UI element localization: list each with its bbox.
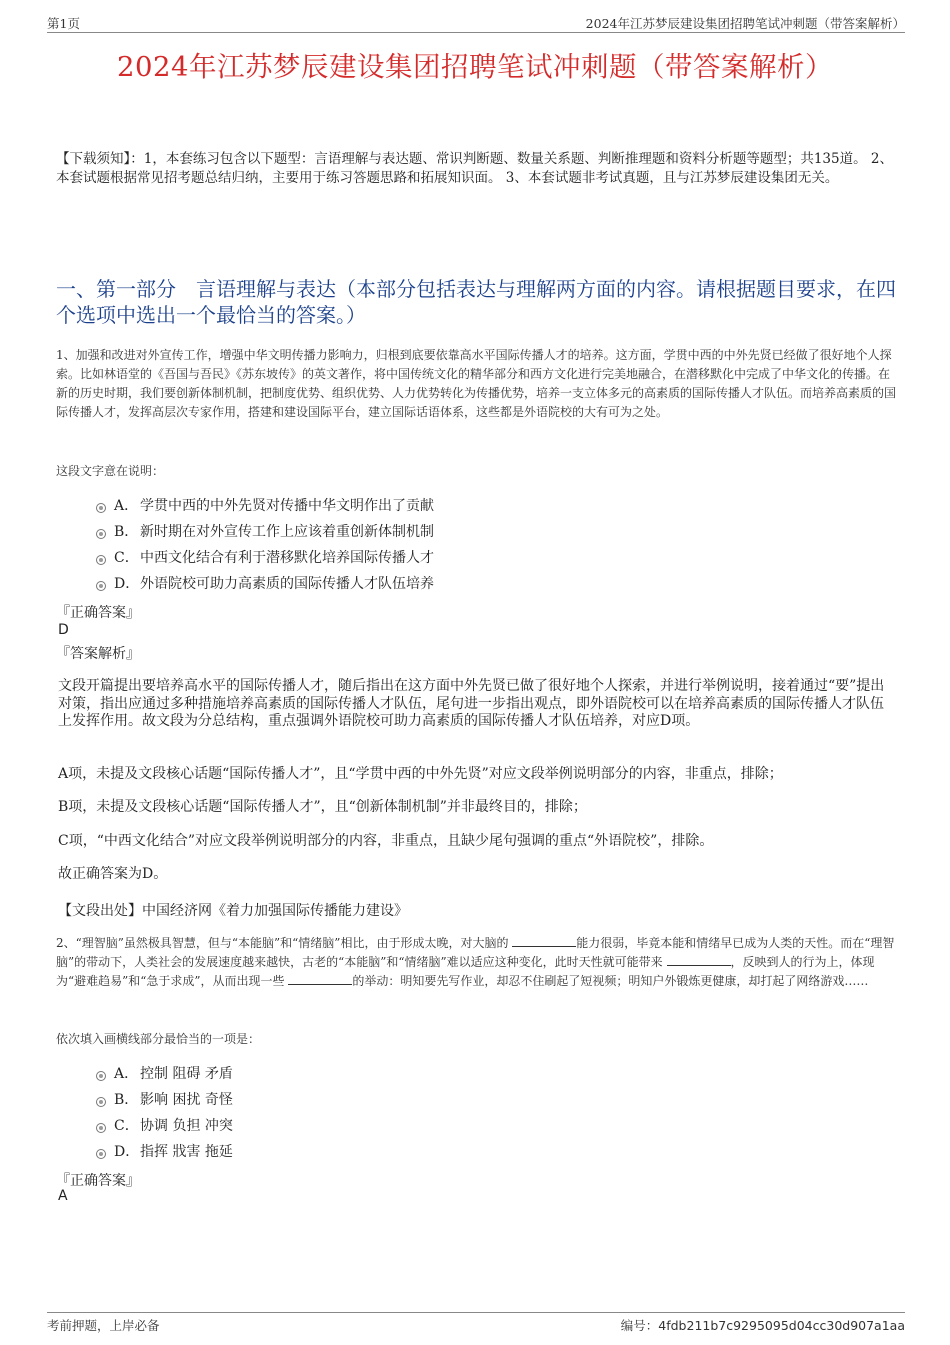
radio-icon[interactable] <box>96 503 106 513</box>
fill-blank <box>512 934 576 947</box>
question-2-prompt: 依次填入画横线部分最恰当的一项是： <box>56 1032 261 1046</box>
option-d[interactable]: D．外语院校可助力高素质的国际传播人才队伍培养 <box>96 574 434 600</box>
section-heading: 一、第一部分 言语理解与表达（本部分包括表达与理解两方面的内容。请根据题目要求，在四个选项中选出一个最恰当的答案。） <box>56 277 896 327</box>
option-d[interactable]: D．指挥 戕害 拖延 <box>96 1142 233 1168</box>
question-1-options <box>96 496 434 600</box>
footer-slogan: 考前押题，上岸必备 <box>47 1318 160 1333</box>
page-footer <box>47 1312 905 1336</box>
option-b[interactable]: B． 影响 困扰 奇怪 <box>96 1090 233 1116</box>
option-c[interactable]: C．中西文化结合有利于潜移默化培养国际传播人才 <box>96 548 434 574</box>
radio-icon[interactable] <box>96 581 106 591</box>
fill-blank <box>288 972 352 985</box>
analysis-label: 『答案解析』 <box>56 646 140 662</box>
download-notice: 【下载须知】：1，本套练习包含以下题型：言语理解与表达题、常识判断题、数量关系题、判断推理题和资料分析题等题型；共135道。 2、本套试题根据常见招考题总结归纳，主要用于练习答题思路和拓展知识面。 3、本套试题非考试真题，且与江苏梦辰建设集团无关。 <box>56 151 893 186</box>
correct-answer-value: A <box>58 1188 68 1204</box>
option-b[interactable]: B． 新时期在对外宣传工作上应该着重创新体制机制 <box>96 522 434 548</box>
option-a[interactable]: A． 控制 阻碍 矛盾 <box>96 1064 233 1090</box>
radio-icon[interactable] <box>96 1123 106 1133</box>
analysis-paragraph: A项，未提及文段核心话题“国际传播人才”，且“学贯中西的中外先贤”对应文段举例说明部分的内容，非重点，排除； <box>58 766 783 782</box>
option-a[interactable]: A． 学贯中西的中外先贤对传播中华文明作出了贡献 <box>96 496 434 522</box>
radio-icon[interactable] <box>96 1071 106 1081</box>
header-doc-title: 2024年江苏梦辰建设集团招聘笔试冲刺题（带答案解析） <box>585 16 905 31</box>
page-header <box>47 14 905 33</box>
fill-blank <box>667 953 731 966</box>
radio-icon[interactable] <box>96 555 106 565</box>
question-1-text: 1、加强和改进对外宣传工作，增强中华文明传播力影响力，归根到底要依靠高水平国际传播人才的培养。这方面，学贯中西的中外先贤已经做了很好地个人探索。比如林语堂的《吾国与吾民》《苏东坡传》的英文著作，将中国传统文化的精华部分和西方文化进行完美地融合，在潜移默化中完成了中华文化的传播。在新的历史时期，我们要创新体制机制，把制度优势、组织优势、人力优势转化为传播优势，培养一支立体多元的高素质的国际传播人才队伍。而培养高素质的国际传播人才，发挥高层次专家作用，搭建和建设国际平台，建立国际话语体系，这些都是外语院校的大有可为之处。 <box>56 348 897 419</box>
correct-answer-label: 『正确答案』 <box>56 605 140 621</box>
radio-icon[interactable] <box>96 1149 106 1159</box>
question-2-options <box>96 1064 233 1168</box>
analysis-paragraph: C项，“中西文化结合”对应文段举例说明部分的内容，非重点，且缺少尾句强调的重点“外语院校”，排除。 <box>58 833 714 849</box>
analysis-paragraph: 文段开篇提出要培养高水平的国际传播人才，随后指出在这方面中外先贤已做了很好地个人探索，并进行举例说明，接着通过“要”提出对策，指出应通过多种措施培养高素质的国际传播人才队伍，尾句进一步指出观点，即外语院校可以在培养高素质的国际传播人才队伍上发挥作用。故文段为分总结构，重点强调外语院校可助力高素质的国际传播人才队伍培养，对应D项。 <box>58 678 885 729</box>
question-1-prompt: 这段文字意在说明： <box>56 464 165 478</box>
passage-source: 【文段出处】中国经济网《着力加强国际传播能力建设》 <box>58 903 408 919</box>
document-code: 编号：4fdb211b7c9295095d04cc30d907a1aa <box>620 1318 905 1333</box>
correct-answer-label: 『正确答案』 <box>56 1173 140 1189</box>
page-title: 2024年江苏梦辰建设集团招聘笔试冲刺题（带答案解析） <box>117 51 833 83</box>
analysis-paragraph: B项，未提及文段核心话题“国际传播人才”，且“创新体制机制”并非最终目的，排除； <box>58 799 587 815</box>
page-number: 第1页 <box>47 16 80 31</box>
correct-answer-value: D <box>58 622 69 638</box>
option-c[interactable]: C．协调 负担 冲突 <box>96 1116 233 1142</box>
radio-icon[interactable] <box>96 1097 106 1107</box>
question-2-text: 2、“理智脑”虽然极具智慧，但与“本能脑”和“情绪脑”相比，由于形成太晚，对大脑的 能力很弱，毕竟本能和情绪早已成为人类的天性。而在“理智脑”的带动下，人类社会的发展速度越来越快，古老的“本能脑”和“情绪脑”难以适应这种变化，此时天性就可能带来 ，反映到人的行为上，体现为“避难趋易”和“急于求成”，从而出现一些 的举动：明知要先写作业，却忍不住刷起了短视频；明知户外锻炼更健康，却打起了网络游戏…… <box>56 936 895 988</box>
radio-icon[interactable] <box>96 529 106 539</box>
analysis-paragraph: 故正确答案为D。 <box>58 866 168 882</box>
